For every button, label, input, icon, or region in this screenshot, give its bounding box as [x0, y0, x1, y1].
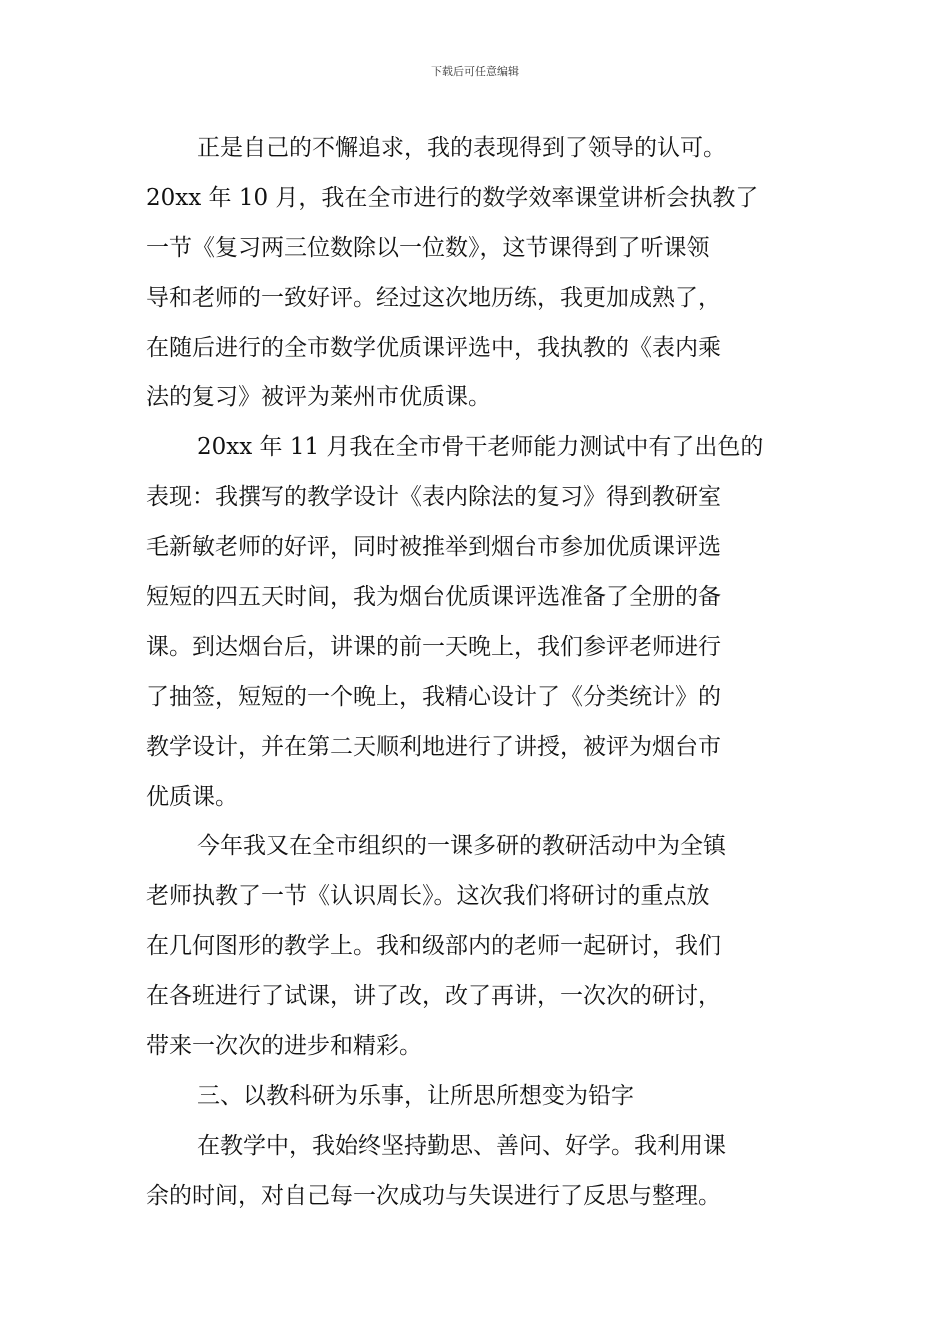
document-body: [146, 124, 810, 1222]
paragraph-2-line-7: 教学设计，并在第二天顺利地进行了讲授，被评为烟台市: [146, 733, 721, 760]
paragraph-1-line-4: 导和老师的一致好评。经过这次地历练，我更加成熟了，: [146, 284, 721, 311]
paragraph-2-line-3: 毛新敏老师的好评，同时被推举到烟台市参加优质课评选: [146, 534, 721, 561]
paragraph-1-line-2: 20xx 年 10 月，我在全市进行的数学效率课堂讲析会执教了: [146, 184, 759, 211]
paragraph-1-line-1: 正是自己的不懈追求，我的表现得到了领导的认可。: [197, 135, 726, 161]
paragraph-1-line-3: 一节《复习两三位数除以一位数》，这节课得到了听课领: [146, 234, 710, 261]
paragraph-2-line-2: 表现：我撰写的教学设计《表内除法的复习》得到教研室: [146, 484, 721, 511]
paragraph-3-line-5: 带来一次次的进步和精彩。: [146, 1033, 422, 1060]
paragraph-5-line-1: 在教学中，我始终坚持勤思、善问、好学。我利用课: [197, 1132, 726, 1159]
page-header-note: 下载后可任意编辑: [431, 65, 519, 78]
paragraph-3-line-4: 在各班进行了试课，讲了改，改了再讲，一次次的研讨，: [146, 983, 721, 1010]
paragraph-2-line-8: 优质课。: [146, 783, 238, 810]
paragraph-1-line-6: 法的复习》被评为莱州市优质课。: [146, 384, 491, 411]
paragraph-1-line-5: 在随后进行的全市数学优质课评选中，我执教的《表内乘: [146, 334, 721, 361]
paragraph-5-line-2: 余的时间，对自己每一次成功与失误进行了反思与整理。: [146, 1182, 721, 1209]
paragraph-2-line-6: 了抽签，短短的一个晚上，我精心设计了《分类统计》的: [146, 683, 721, 710]
paragraph-2-line-1: 20xx 年 11 月我在全市骨干老师能力测试中有了出色的: [197, 434, 764, 461]
paragraph-3-line-1: 今年我又在全市组织的一课多研的教研活动中为全镇: [197, 833, 726, 860]
paragraph-2-line-5: 课。到达烟台后，讲课的前一天晚上，我们参评老师进行: [146, 633, 721, 660]
section-heading: 三、以教科研为乐事，让所思所想变为铅字: [197, 1082, 634, 1109]
paragraph-3-line-3: 在几何图形的教学上。我和级部内的老师一起研讨，我们: [146, 933, 721, 960]
paragraph-3-line-2: 老师执教了一节《认识周长》。这次我们将研讨的重点放: [146, 883, 710, 910]
paragraph-2-line-4: 短短的四五天时间，我为烟台优质课评选准备了全册的备: [146, 584, 721, 611]
